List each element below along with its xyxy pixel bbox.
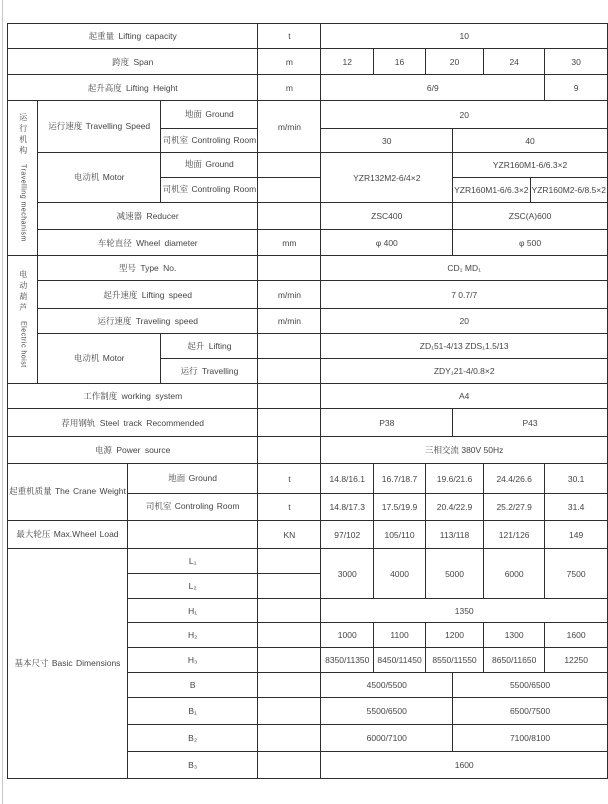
row-label: 基本尺寸 Basic Dimensions — [8, 549, 128, 779]
unit-cell — [258, 153, 321, 178]
value-cell: 24 — [484, 49, 545, 75]
unit-cell: m — [258, 49, 321, 75]
value-cell: 97/102 — [321, 521, 374, 549]
row-label: 起重量 Lifting capacity — [8, 24, 258, 49]
value-cell: 40 — [453, 129, 608, 153]
value-cell: 30 — [545, 49, 608, 75]
table-row — [8, 203, 608, 230]
unit-cell: m/min — [258, 101, 321, 153]
unit-cell — [258, 599, 321, 623]
value-cell: 1100 — [374, 623, 426, 648]
value-cell: 16 — [374, 49, 426, 75]
row-label: 车轮直径 Wheel diameter — [37, 230, 257, 256]
value-cell: B₂ — [127, 725, 257, 752]
value-cell: ZD₁51-4/13 ZDS₁1.5/13 — [321, 334, 608, 359]
value-cell: 1600 — [321, 752, 608, 779]
value-cell: 20 — [321, 309, 608, 334]
table-row — [8, 437, 608, 464]
unit-cell — [258, 725, 321, 752]
unit-cell: t — [258, 494, 321, 521]
value-cell: H₁ — [127, 599, 257, 623]
value-cell: 6/9 — [321, 75, 545, 101]
value-cell: 6500/7500 — [453, 698, 608, 725]
row-label: 电源 Power source — [8, 437, 258, 464]
group-label-en: Electric hoist — [19, 320, 27, 368]
value-cell: 8450/11450 — [374, 648, 426, 673]
value-cell: 30 — [321, 129, 453, 153]
row-label: 电动机 Motor — [37, 334, 160, 384]
value-cell: ZDY₁21-4/0.8×2 — [321, 359, 608, 384]
row-label: 运行 Travelling — [161, 359, 258, 384]
row-label: 减速器 Reducer — [37, 203, 257, 230]
table-row — [8, 384, 608, 409]
table-row — [8, 256, 608, 281]
table-row — [8, 549, 608, 574]
row-label: 荐用钢轨 Steel track Recommended — [8, 409, 258, 437]
row-label: 起重机质量 The Crane Weight — [8, 464, 128, 521]
value-cell: H₃ — [127, 648, 257, 673]
row-label: 电动机 Motor — [37, 153, 160, 203]
row-label: 最大轮压 Max.Wheel Load — [8, 521, 128, 549]
value-cell: P38 — [321, 409, 453, 437]
value-cell: L₁ — [127, 549, 257, 574]
value-cell: CD₁ MD₁ — [321, 256, 608, 281]
group-label-en: Travelling mechanism — [19, 163, 27, 242]
row-label: 司机室 Controling Room — [161, 178, 258, 203]
value-cell: YZR160M2-6/8.5×2 — [530, 178, 607, 203]
value-cell: B — [127, 673, 257, 698]
value-cell: 7 0.7/7 — [321, 281, 608, 309]
value-cell: 5000 — [425, 549, 483, 599]
table-row — [8, 464, 608, 494]
value-cell: 19.6/21.6 — [425, 464, 483, 494]
table-row — [8, 230, 608, 256]
value-cell: 9 — [545, 75, 608, 101]
value-cell: 12250 — [545, 648, 608, 673]
unit-cell — [258, 437, 321, 464]
unit-cell — [258, 359, 321, 384]
value-cell: YZR160M1-6/6.3×2 — [453, 178, 530, 203]
value-cell: 16.7/18.7 — [374, 464, 426, 494]
value-cell: 121/126 — [484, 521, 545, 549]
value-cell: 5500/6500 — [321, 698, 453, 725]
group-label-cn: 运行机构 — [18, 112, 28, 157]
unit-cell — [258, 549, 321, 574]
value-cell: H₂ — [127, 623, 257, 648]
value-cell: ZSC(A)600 — [453, 203, 608, 230]
value-cell: 6000 — [484, 549, 545, 599]
row-label: 司机室 Controling Room — [161, 129, 258, 153]
value-cell: 14.8/17.3 — [321, 494, 374, 521]
value-cell: 1200 — [425, 623, 483, 648]
vertical-text — [18, 113, 27, 242]
unit-cell — [258, 648, 321, 673]
row-label: 型号 Type No. — [37, 256, 257, 281]
value-cell: 20 — [321, 101, 608, 129]
table-row — [8, 101, 608, 129]
value-cell: 31.4 — [545, 494, 608, 521]
value-cell: φ 400 — [321, 230, 453, 256]
unit-cell — [258, 334, 321, 359]
row-label: 工作制度 working system — [8, 384, 258, 409]
unit-cell — [258, 623, 321, 648]
value-cell: L₂ — [127, 574, 257, 599]
value-cell: 4500/5500 — [321, 673, 453, 698]
value-cell: B₁ — [127, 698, 257, 725]
unit-cell: t — [258, 24, 321, 49]
unit-cell: m/min — [258, 281, 321, 309]
value-cell: 三相交流 380V 50Hz — [321, 437, 608, 464]
row-label: 运行速度 Traveling speed — [37, 309, 257, 334]
value-cell: φ 500 — [453, 230, 608, 256]
table-row — [8, 309, 608, 334]
value-cell: ZSC400 — [321, 203, 453, 230]
table-row — [8, 334, 608, 359]
scan-edge-artifact — [2, 0, 3, 804]
value-cell: 7100/8100 — [453, 725, 608, 752]
row-label: 地面 Ground — [127, 464, 257, 494]
unit-cell: KN — [258, 521, 321, 549]
unit-cell — [258, 409, 321, 437]
value-cell: 8550/11550 — [425, 648, 483, 673]
unit-cell — [258, 574, 321, 599]
value-cell: 30.1 — [545, 464, 608, 494]
value-cell: 3000 — [321, 549, 374, 599]
row-label: 起升速度 Lifting speed — [37, 281, 257, 309]
unit-cell — [258, 256, 321, 281]
value-cell: 1300 — [484, 623, 545, 648]
unit-cell — [258, 384, 321, 409]
value-cell: 5500/6500 — [453, 673, 608, 698]
table-row — [8, 521, 608, 549]
vertical-text — [18, 270, 27, 368]
table-row — [8, 24, 608, 49]
table-row — [8, 281, 608, 309]
unit-cell: m/min — [258, 309, 321, 334]
row-label: 起升 Lifting — [161, 334, 258, 359]
value-cell: 10 — [321, 24, 608, 49]
row-label: 地面 Ground — [161, 153, 258, 178]
value-cell: 17.5/19.9 — [374, 494, 426, 521]
value-cell: A4 — [321, 384, 608, 409]
value-cell: P43 — [453, 409, 608, 437]
table-row — [8, 75, 608, 101]
value-cell: 6000/7100 — [321, 725, 453, 752]
unit-cell: t — [258, 464, 321, 494]
value-cell: B₃ — [127, 752, 257, 779]
value-cell: 14.8/16.1 — [321, 464, 374, 494]
value-cell: 149 — [545, 521, 608, 549]
value-cell: 20.4/22.9 — [425, 494, 483, 521]
group-label-cn: 电动葫芦 — [18, 269, 28, 314]
row-label: 跨度 Span — [8, 49, 258, 75]
value-cell — [127, 521, 257, 549]
value-cell: 7500 — [545, 549, 608, 599]
value-cell: 8650/11650 — [484, 648, 545, 673]
table-row — [8, 409, 608, 437]
value-cell: 4000 — [374, 549, 426, 599]
value-cell: 8350/11350 — [321, 648, 374, 673]
group-label-vertical — [8, 101, 38, 256]
group-label-vertical — [8, 256, 38, 384]
unit-cell: mm — [258, 230, 321, 256]
row-label: 起升高度 Lifting Height — [8, 75, 258, 101]
value-cell: 105/110 — [374, 521, 426, 549]
table-row — [8, 49, 608, 75]
row-label: 地面 Ground — [161, 101, 258, 129]
unit-cell — [258, 203, 321, 230]
value-cell: 20 — [425, 49, 483, 75]
row-label: 运行速度 Travelling Speed — [37, 101, 160, 153]
value-cell: 25.2/27.9 — [484, 494, 545, 521]
value-cell: YZR132M2-6/4×2 — [321, 153, 453, 203]
row-label: 司机室 Controling Room — [127, 494, 257, 521]
unit-cell — [258, 698, 321, 725]
value-cell: 1600 — [545, 623, 608, 648]
unit-cell — [258, 752, 321, 779]
value-cell: 24.4/26.6 — [484, 464, 545, 494]
value-cell: 12 — [321, 49, 374, 75]
unit-cell — [258, 673, 321, 698]
table-row — [8, 153, 608, 178]
value-cell: 1350 — [321, 599, 608, 623]
crane-spec-table — [7, 23, 608, 779]
unit-cell: m — [258, 75, 321, 101]
value-cell: 1000 — [321, 623, 374, 648]
value-cell: 113/118 — [425, 521, 483, 549]
value-cell: YZR160M1-6/6.3×2 — [453, 153, 608, 178]
unit-cell — [258, 178, 321, 203]
